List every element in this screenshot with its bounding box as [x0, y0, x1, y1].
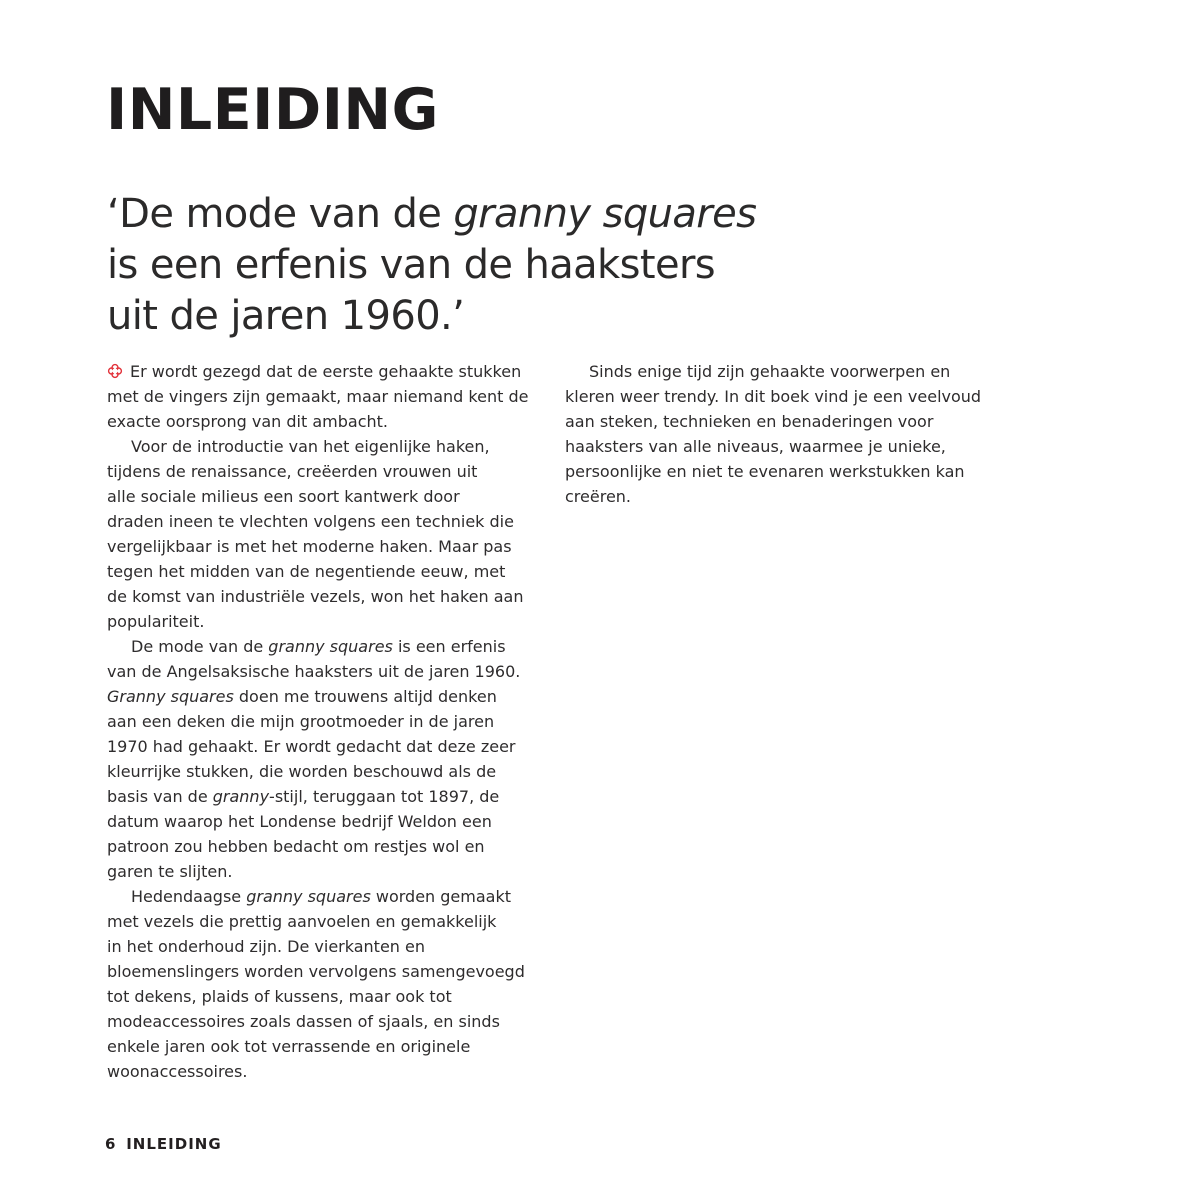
page-title: INLEIDING [106, 77, 439, 143]
pull-quote-line: uit de jaren 1960.’ [107, 293, 465, 339]
text-line: de komst van industriële vezels, won het haken aan [107, 587, 524, 606]
text-line: populariteit. [107, 612, 205, 631]
text-line: met vezels die prettig aanvoelen en gemakkelijk [107, 912, 497, 931]
text-line: basis van de granny-stijl, teruggaan tot 1897, de [107, 787, 500, 806]
text-line: enkele jaren ook tot verrassende en originele [107, 1037, 471, 1056]
pull-quote [107, 189, 907, 342]
text-line: patroon zou hebben bedacht om restjes wol en [107, 837, 485, 856]
text-line: 1970 had gehaakt. Er wordt gedacht dat deze zeer [107, 737, 516, 756]
text-line: met de vingers zijn gemaakt, maar niemand kent de [107, 387, 529, 406]
body-text-left-column [107, 359, 537, 1084]
text-line: datum waarop het Londense bedrijf Weldon een [107, 812, 492, 831]
text-line: in het onderhoud zijn. De vierkanten en [107, 937, 425, 956]
text-line: Er wordt gezegd dat de eerste gehaakte stukken [107, 359, 537, 384]
page-number: 6 [105, 1135, 117, 1153]
text-line: draden ineen te vlechten volgens een techniek die [107, 512, 514, 531]
text-line: Voor de introductie van het eigenlijke haken, [131, 437, 490, 456]
text-line: Granny squares doen me trouwens altijd denken [107, 687, 497, 706]
body-text-right-column [565, 359, 995, 509]
text-line: tegen het midden van de negentiende eeuw, met [107, 562, 506, 581]
text-line: aan een deken die mijn grootmoeder in de jaren [107, 712, 495, 731]
text-line: creëren. [565, 487, 632, 506]
text-line: modeaccessoires zoals dassen of sjaals, en sinds [107, 1012, 500, 1031]
pull-quote-line: ‘De mode van de granny squares [107, 191, 757, 237]
pull-quote-line: is een erfenis van de haaksters [107, 242, 716, 288]
text-line: woonaccessoires. [107, 1062, 248, 1081]
text-line: Sinds enige tijd zijn gehaakte voorwerpen en [589, 362, 951, 381]
text-line: tot dekens, plaids of kussens, maar ook tot [107, 987, 452, 1006]
text-line: haaksters van alle niveaus, waarmee je unieke, [565, 437, 946, 456]
text-line: exacte oorsprong van dit ambacht. [107, 412, 388, 431]
text-line: vergelijkbaar is met het moderne haken. Maar pas [107, 537, 512, 556]
text-line: kleren weer trendy. In dit boek vind je een veelvoud [565, 387, 982, 406]
text-line: De mode van de granny squares is een erfenis [131, 637, 506, 656]
text-line: garen te slijten. [107, 862, 233, 881]
text-line: van de Angelsaksische haaksters uit de jaren 1960. [107, 662, 521, 681]
page-footer [105, 1132, 222, 1156]
text-line: persoonlijke en niet te evenaren werkstukken kan [565, 462, 965, 481]
text-line: Hedendaagse granny squares worden gemaakt [131, 887, 511, 906]
text-line: alle sociale milieus een soort kantwerk door [107, 487, 460, 506]
text-line: bloemenslingers worden vervolgens samengevoegd [107, 962, 525, 981]
running-head: INLEIDING [126, 1135, 222, 1153]
text-line: aan steken, technieken en benaderingen voor [565, 412, 934, 431]
flower-icon [107, 361, 123, 377]
text-line: kleurrijke stukken, die worden beschouwd als de [107, 762, 497, 781]
text-line: tijdens de renaissance, creëerden vrouwen uit [107, 462, 478, 481]
